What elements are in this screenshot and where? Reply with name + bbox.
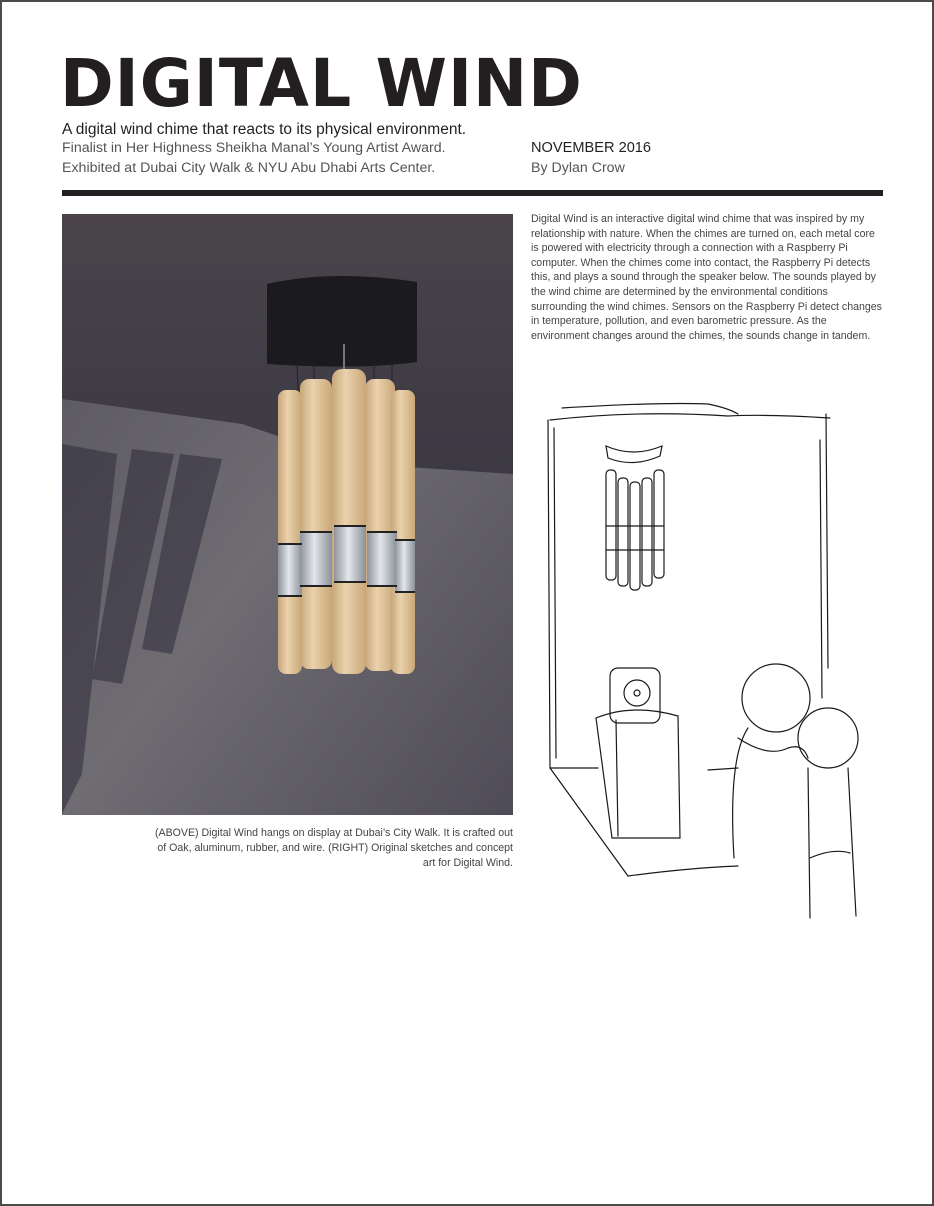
header-divider bbox=[62, 190, 883, 196]
sketch-room bbox=[548, 404, 830, 877]
sketch-people bbox=[733, 664, 858, 918]
chime-tubes bbox=[278, 369, 415, 674]
author-byline: By Dylan Crow bbox=[531, 160, 625, 176]
concept-sketch bbox=[538, 398, 884, 923]
photo-illustration bbox=[62, 214, 513, 815]
sketch-chime bbox=[606, 446, 664, 590]
tagline: A digital wind chime that reacts to its physical environment. bbox=[62, 121, 467, 138]
exhibit-line: Exhibited at Dubai City Walk & NYU Abu Dhabi Arts Center. bbox=[62, 160, 436, 176]
award-line: Finalist in Her Highness Sheikha Manal’s Young Artist Award. bbox=[62, 140, 446, 156]
publication-date: NOVEMBER 2016 bbox=[531, 140, 652, 156]
page-title: DIGITAL WIND bbox=[60, 45, 583, 122]
article-body: Digital Wind is an interactive digital wind chime that was inspired by my relationship with nature. When the chimes are turned on, each metal core is powered with electricity through a connection with a Raspberry Pi computer. When the chimes come into contact, the Raspberry Pi detects this, and plays a sound through the speaker below. The sounds played by the wind chime are determined by the environmental conditions surrounding the wind chimes. Sensors on the Raspberry Pi detect changes in temperature, pollution, and even barometric pressure. As the environment changes around the chimes, the sounds change in tandem. bbox=[531, 213, 882, 342]
wind-chime-photo bbox=[62, 214, 513, 815]
image-caption: (ABOVE) Digital Wind hangs on display at Dubai’s City Walk. It is crafted out of Oak, aluminum, rubber, and wire. (RIGHT) Original sketches and concept art for Digital Wind. bbox=[155, 827, 513, 870]
chime-mount bbox=[267, 276, 417, 367]
sketch-speaker bbox=[596, 668, 680, 838]
